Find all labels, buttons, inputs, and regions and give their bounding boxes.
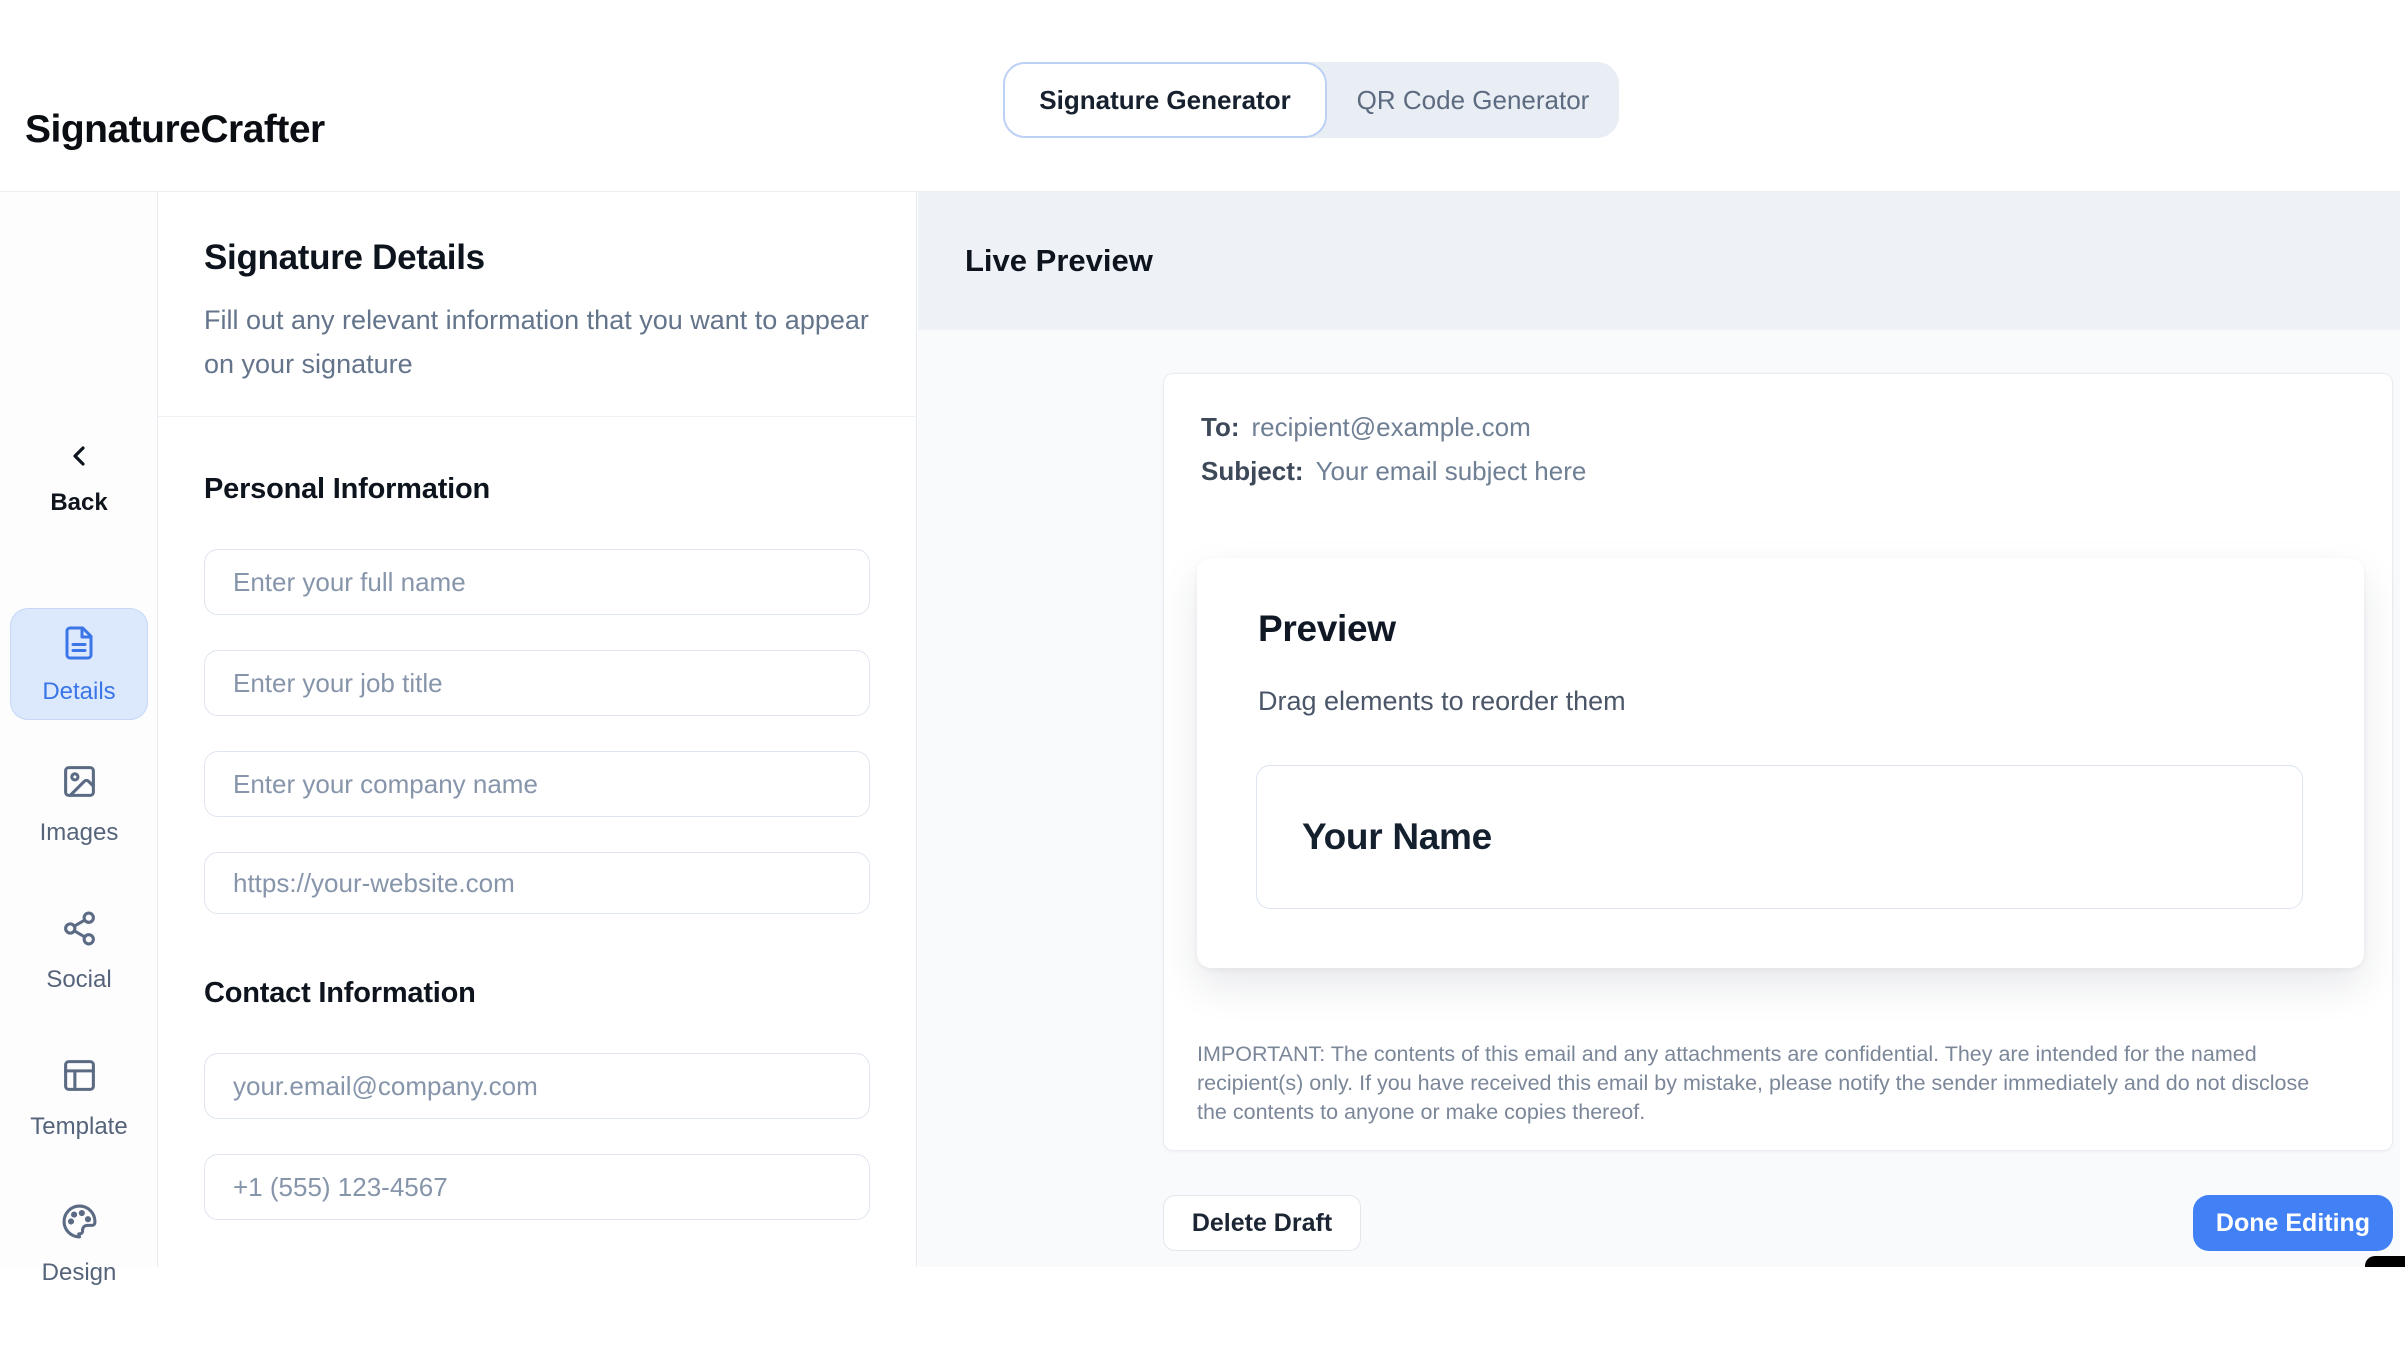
palette-icon <box>61 1203 98 1245</box>
live-preview-panel <box>918 192 2400 1267</box>
actions-row <box>918 1151 2400 1267</box>
subject-value: Your email subject here <box>1315 456 1587 486</box>
section-title-personal: Personal Information <box>204 473 491 505</box>
tab-qr-code-generator[interactable]: QR Code Generator <box>1356 84 1590 115</box>
chevron-left-icon <box>63 440 95 477</box>
full-name-input[interactable] <box>204 549 870 615</box>
clipped-corner-badge <box>2365 1256 2405 1267</box>
sidebar-item-label: Design <box>41 1259 117 1286</box>
company-name-input[interactable] <box>204 751 870 817</box>
sidebar-item-images[interactable] <box>10 763 148 847</box>
email-preview-card <box>1163 373 2393 1151</box>
top-header <box>0 0 2400 192</box>
live-preview-header <box>918 192 2400 330</box>
signature-name-element[interactable] <box>1256 765 2303 909</box>
file-text-icon <box>61 625 97 666</box>
signature-details-panel <box>158 192 917 1267</box>
layout-icon <box>61 1057 98 1099</box>
delete-draft-button[interactable]: Delete Draft <box>1163 1195 1361 1251</box>
sidebar <box>0 192 158 1286</box>
back-label: Back <box>50 489 108 516</box>
sidebar-item-social[interactable] <box>10 910 148 994</box>
preview-heading: Preview <box>1258 608 1396 649</box>
to-value: recipient@example.com <box>1251 412 1531 442</box>
to-label: To: <box>1201 412 1240 442</box>
email-subject-row <box>1201 456 1586 487</box>
back-button[interactable] <box>10 440 148 517</box>
image-icon <box>61 763 98 805</box>
job-title-input[interactable] <box>204 650 870 716</box>
sidebar-item-label: Details <box>42 678 116 705</box>
panel-title: Signature Details <box>204 238 485 277</box>
sidebar-item-details[interactable] <box>10 608 148 720</box>
website-input[interactable] <box>204 852 870 914</box>
signature-preview-card <box>1197 558 2364 968</box>
done-editing-button[interactable]: Done Editing <box>2193 1195 2393 1251</box>
sidebar-item-template[interactable] <box>10 1057 148 1141</box>
sidebar-item-label: Template <box>30 1113 128 1140</box>
mode-tabs <box>1003 62 1619 138</box>
share-icon <box>61 910 98 952</box>
live-preview-title: Live Preview <box>965 243 1153 278</box>
email-to-row <box>1201 412 1531 443</box>
signature-name-text: Your Name <box>1302 816 1492 857</box>
sidebar-item-label: Images <box>39 819 119 846</box>
sidebar-item-label: Social <box>46 966 112 993</box>
divider <box>158 416 917 417</box>
confidentiality-disclaimer: IMPORTANT: The contents of this email and any attachments are confidential. They are intended for the named recipient(s) only. If you have received this email by mistake, please notify the sender immediately and do not disclose the contents to anyone or make copies thereof. <box>1197 1042 2310 1124</box>
subject-label: Subject: <box>1201 456 1304 486</box>
drag-hint: Drag elements to reorder them <box>1258 686 1626 716</box>
section-title-contact: Contact Information <box>204 977 476 1009</box>
panel-subtitle: Fill out any relevant information that you want to appear on your signature <box>204 305 869 379</box>
phone-input[interactable] <box>204 1154 870 1220</box>
sidebar-item-design[interactable] <box>10 1203 148 1287</box>
tab-signature-generator[interactable]: Signature Generator <box>1003 62 1327 138</box>
email-input[interactable] <box>204 1053 870 1119</box>
app-logo: SignatureCrafter <box>25 108 325 151</box>
